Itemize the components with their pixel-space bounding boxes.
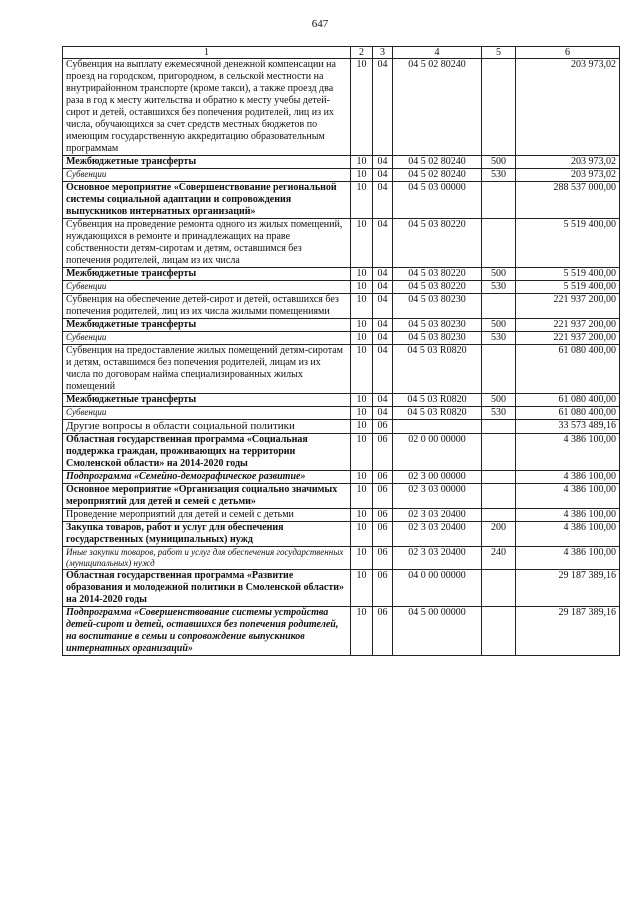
table-row <box>63 471 620 484</box>
row-target-article-cell: 04 5 02 80240 <box>393 59 482 156</box>
row-amount-cell: 288 537 000,00 <box>516 182 620 219</box>
row-subsection-cell: 04 <box>373 319 393 332</box>
row-target-article-cell: 04 5 03 R0820 <box>393 394 482 407</box>
row-target-article-cell: 04 5 03 80220 <box>393 281 482 294</box>
row-name-cell: Подпрограмма «Совершенствование системы устройства детей-сирот и детей, оставшихся без попечения родителей, на воспитание в семьи и сопровождение выпускников интернатных организаций» <box>63 607 351 656</box>
row-section-cell: 10 <box>351 407 373 420</box>
table-row <box>63 522 620 547</box>
row-expense-type-cell: 200 <box>482 522 516 547</box>
row-section-cell: 10 <box>351 471 373 484</box>
row-target-article-cell: 04 0 00 00000 <box>393 570 482 607</box>
row-amount-cell: 4 386 100,00 <box>516 471 620 484</box>
row-section-cell: 10 <box>351 319 373 332</box>
row-section-cell: 10 <box>351 434 373 471</box>
row-amount-cell: 5 519 400,00 <box>516 281 620 294</box>
row-section-cell: 10 <box>351 59 373 156</box>
row-subsection-cell: 06 <box>373 607 393 656</box>
row-amount-cell: 203 973,02 <box>516 169 620 182</box>
header-subsection: 3 <box>373 47 393 59</box>
row-amount-cell: 221 937 200,00 <box>516 332 620 345</box>
row-amount-cell: 221 937 200,00 <box>516 319 620 332</box>
row-name-cell: Субвенции <box>63 169 351 182</box>
row-amount-cell: 4 386 100,00 <box>516 484 620 509</box>
table-row <box>63 182 620 219</box>
row-subsection-cell: 06 <box>373 434 393 471</box>
row-amount-cell: 4 386 100,00 <box>516 509 620 522</box>
row-name-cell: Областная государственная программа «Социальная поддержка граждан, проживающих на территории Смоленской области» на 2014-2020 годы <box>63 434 351 471</box>
row-name-cell: Основное мероприятие «Совершенствование региональной системы социальной адаптации и сопровождения выпускников интернатных организаций» <box>63 182 351 219</box>
row-name-cell: Межбюджетные трансферты <box>63 394 351 407</box>
row-name-cell: Субвенции <box>63 332 351 345</box>
row-target-article-cell: 04 5 03 R0820 <box>393 345 482 394</box>
row-section-cell: 10 <box>351 156 373 169</box>
row-target-article-cell: 02 3 00 00000 <box>393 471 482 484</box>
row-expense-type-cell: 500 <box>482 319 516 332</box>
row-section-cell: 10 <box>351 169 373 182</box>
page-number: 647 <box>311 18 329 30</box>
table-row <box>63 420 620 434</box>
row-expense-type-cell <box>482 607 516 656</box>
row-subsection-cell: 06 <box>373 509 393 522</box>
row-amount-cell: 203 973,02 <box>516 59 620 156</box>
row-name-cell: Межбюджетные трансферты <box>63 268 351 281</box>
row-section-cell: 10 <box>351 294 373 319</box>
table-row <box>63 219 620 268</box>
header-name: 1 <box>63 47 351 59</box>
row-expense-type-cell: 500 <box>482 394 516 407</box>
row-subsection-cell: 06 <box>373 420 393 434</box>
row-amount-cell: 61 080 400,00 <box>516 394 620 407</box>
row-name-cell: Субвенция на проведение ремонта одного из жилых помещений, нуждающихся в ремонте и принадлежащих на праве собственности детям-сиротам и детям, оставшимся без попечения родителей, лицам из их числа <box>63 219 351 268</box>
table-row <box>63 434 620 471</box>
row-amount-cell: 4 386 100,00 <box>516 434 620 471</box>
row-expense-type-cell: 500 <box>482 268 516 281</box>
row-target-article-cell: 02 0 00 00000 <box>393 434 482 471</box>
table-row <box>63 169 620 182</box>
row-amount-cell: 4 386 100,00 <box>516 522 620 547</box>
table-row <box>63 407 620 420</box>
table-row <box>63 59 620 156</box>
row-expense-type-cell <box>482 509 516 522</box>
header-expense-type: 5 <box>482 47 516 59</box>
row-subsection-cell: 04 <box>373 219 393 268</box>
row-expense-type-cell <box>482 294 516 319</box>
row-subsection-cell: 04 <box>373 182 393 219</box>
row-expense-type-cell <box>482 484 516 509</box>
row-expense-type-cell: 500 <box>482 156 516 169</box>
row-section-cell: 10 <box>351 570 373 607</box>
row-section-cell: 10 <box>351 219 373 268</box>
row-expense-type-cell <box>482 59 516 156</box>
table-row <box>63 509 620 522</box>
row-section-cell: 10 <box>351 420 373 434</box>
row-subsection-cell: 06 <box>373 547 393 570</box>
table-row <box>63 484 620 509</box>
table-row <box>63 319 620 332</box>
row-expense-type-cell: 530 <box>482 281 516 294</box>
row-target-article-cell: 04 5 03 80230 <box>393 332 482 345</box>
row-amount-cell: 5 519 400,00 <box>516 268 620 281</box>
row-amount-cell: 29 187 389,16 <box>516 570 620 607</box>
row-name-cell: Проведение мероприятий для детей и семей с детьми <box>63 509 351 522</box>
row-subsection-cell: 06 <box>373 471 393 484</box>
header-section: 2 <box>351 47 373 59</box>
table-row <box>63 345 620 394</box>
header-target-article: 4 <box>393 47 482 59</box>
row-name-cell: Межбюджетные трансферты <box>63 156 351 169</box>
row-subsection-cell: 06 <box>373 484 393 509</box>
row-target-article-cell: 04 5 03 80220 <box>393 268 482 281</box>
table-row <box>63 281 620 294</box>
row-subsection-cell: 04 <box>373 394 393 407</box>
row-target-article-cell: 04 5 03 00000 <box>393 182 482 219</box>
row-name-cell: Другие вопросы в области социальной политики <box>63 420 351 434</box>
row-name-cell: Субвенция на обеспечение детей-сирот и детей, оставшихся без попечения родителей, лиц из их числа жилыми помещениями <box>63 294 351 319</box>
row-amount-cell: 33 573 489,16 <box>516 420 620 434</box>
row-name-cell: Субвенция на предоставление жилых помещений детям-сиротам и детям, оставшимся без попечения родителей, лицам из их числа по договорам найма специализированных жилых помещений <box>63 345 351 394</box>
row-section-cell: 10 <box>351 281 373 294</box>
row-expense-type-cell <box>482 471 516 484</box>
row-amount-cell: 221 937 200,00 <box>516 294 620 319</box>
row-section-cell: 10 <box>351 332 373 345</box>
row-expense-type-cell: 530 <box>482 169 516 182</box>
row-target-article-cell: 04 5 02 80240 <box>393 169 482 182</box>
row-target-article-cell: 04 5 03 R0820 <box>393 407 482 420</box>
row-subsection-cell: 04 <box>373 345 393 394</box>
row-amount-cell: 61 080 400,00 <box>516 345 620 394</box>
row-expense-type-cell <box>482 219 516 268</box>
row-target-article-cell: 04 5 03 80230 <box>393 319 482 332</box>
row-section-cell: 10 <box>351 394 373 407</box>
row-section-cell: 10 <box>351 547 373 570</box>
row-name-cell: Основное мероприятие «Организация социально значимых мероприятий для детей и семей с детьми» <box>63 484 351 509</box>
row-section-cell: 10 <box>351 268 373 281</box>
row-name-cell: Субвенция на выплату ежемесячной денежной компенсации на проезд на городском, пригородном, в сельской местности на внутрирайонном транспорте (кроме такси), а также проезд два раза в год к месту жительства и обратно к месту учебы детей-сирот и детей, оставшихся без попечения родителей, лиц из их числа, обучающихся за счет средств местных бюджетов по имеющим государственную аккредитацию образовательным программам <box>63 59 351 156</box>
row-amount-cell: 5 519 400,00 <box>516 219 620 268</box>
row-target-article-cell <box>393 420 482 434</box>
row-target-article-cell: 04 5 03 80220 <box>393 219 482 268</box>
row-expense-type-cell: 240 <box>482 547 516 570</box>
row-target-article-cell: 04 5 03 80230 <box>393 294 482 319</box>
row-subsection-cell: 04 <box>373 268 393 281</box>
row-target-article-cell: 02 3 03 20400 <box>393 547 482 570</box>
row-subsection-cell: 04 <box>373 294 393 319</box>
row-subsection-cell: 06 <box>373 522 393 547</box>
row-target-article-cell: 02 3 03 20400 <box>393 522 482 547</box>
row-section-cell: 10 <box>351 182 373 219</box>
row-subsection-cell: 04 <box>373 281 393 294</box>
row-name-cell: Субвенции <box>63 407 351 420</box>
row-name-cell: Закупка товаров, работ и услуг для обеспечения государственных (муниципальных) нужд <box>63 522 351 547</box>
header-amount: 6 <box>516 47 620 59</box>
row-name-cell: Субвенции <box>63 281 351 294</box>
row-subsection-cell: 04 <box>373 407 393 420</box>
table-row <box>63 294 620 319</box>
table-row <box>63 607 620 656</box>
row-section-cell: 10 <box>351 607 373 656</box>
row-subsection-cell: 04 <box>373 59 393 156</box>
row-section-cell: 10 <box>351 345 373 394</box>
table-row <box>63 332 620 345</box>
row-amount-cell: 203 973,02 <box>516 156 620 169</box>
row-target-article-cell: 02 3 03 00000 <box>393 484 482 509</box>
row-name-cell: Иные закупки товаров, работ и услуг для обеспечения государственных (муниципальных) нужд <box>63 547 351 570</box>
row-subsection-cell: 04 <box>373 156 393 169</box>
row-expense-type-cell <box>482 345 516 394</box>
row-expense-type-cell <box>482 182 516 219</box>
table-row <box>63 394 620 407</box>
row-expense-type-cell <box>482 570 516 607</box>
row-target-article-cell: 04 5 00 00000 <box>393 607 482 656</box>
row-subsection-cell: 04 <box>373 332 393 345</box>
row-target-article-cell: 02 3 03 20400 <box>393 509 482 522</box>
row-expense-type-cell: 530 <box>482 407 516 420</box>
table-header-row <box>63 47 620 59</box>
row-subsection-cell: 06 <box>373 570 393 607</box>
row-expense-type-cell: 530 <box>482 332 516 345</box>
table-row <box>63 547 620 570</box>
row-section-cell: 10 <box>351 484 373 509</box>
row-amount-cell: 61 080 400,00 <box>516 407 620 420</box>
row-section-cell: 10 <box>351 509 373 522</box>
table-row <box>63 156 620 169</box>
row-target-article-cell: 04 5 02 80240 <box>393 156 482 169</box>
row-section-cell: 10 <box>351 522 373 547</box>
row-name-cell: Областная государственная программа «Развитие образования и молодежной политики в Смоленской области» на 2014-2020 годы <box>63 570 351 607</box>
table-row <box>63 570 620 607</box>
row-amount-cell: 4 386 100,00 <box>516 547 620 570</box>
row-amount-cell: 29 187 389,16 <box>516 607 620 656</box>
row-subsection-cell: 04 <box>373 169 393 182</box>
row-expense-type-cell <box>482 420 516 434</box>
row-name-cell: Межбюджетные трансферты <box>63 319 351 332</box>
row-expense-type-cell <box>482 434 516 471</box>
table-row <box>63 268 620 281</box>
row-name-cell: Подпрограмма «Семейно-демографическое развитие» <box>63 471 351 484</box>
budget-table <box>62 46 620 656</box>
